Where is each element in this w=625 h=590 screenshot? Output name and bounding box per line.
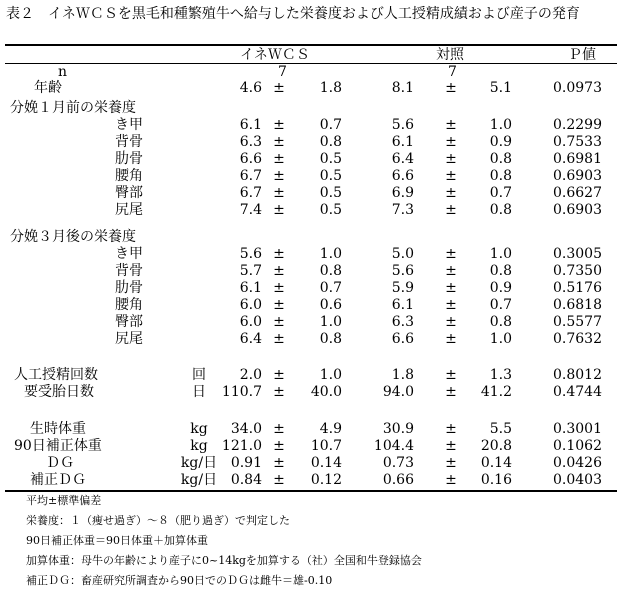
- cell-m1: 0.91: [230, 455, 262, 471]
- row-label: 分娩３月後の栄養度: [10, 229, 136, 245]
- cell-m1: 6.1: [239, 117, 262, 133]
- cell-pm2: ±: [445, 117, 457, 133]
- cell-s2: 1.3: [489, 367, 512, 383]
- cell-pm2: ±: [445, 185, 457, 201]
- cell-m2: 0.66: [382, 472, 414, 488]
- cell-s2: 5.5: [489, 421, 512, 437]
- row-label: 補正ＤＧ: [30, 472, 86, 488]
- cell-s1: 0.5: [319, 151, 342, 167]
- footnote: 栄養度：１（痩せ過ぎ）～８（肥り過ぎ）で判定した: [26, 514, 290, 527]
- row-label: 尻尾: [115, 202, 143, 218]
- cell-p: 0.5176: [553, 280, 602, 296]
- cell-m1: 5.6: [239, 246, 262, 262]
- cell-pm2: ±: [445, 80, 457, 96]
- row-label: き甲: [115, 246, 143, 262]
- cell-s2: 0.7: [489, 185, 512, 201]
- cell-pm1: ±: [273, 280, 285, 296]
- cell-s1: 0.8: [319, 263, 342, 279]
- cell-s1: 1.0: [319, 246, 342, 262]
- row-label: 腰角: [115, 168, 143, 184]
- cell-s1: 40.0: [310, 384, 342, 400]
- cell-pm1: ±: [273, 117, 285, 133]
- cell-s1: 10.7: [310, 438, 342, 454]
- cell-unit: 回: [192, 367, 206, 383]
- cell-unit: 日: [192, 384, 206, 400]
- footnote: 加算体重：母牛の年齢により産子に0~14kgを加算する（社）全国和牛登録協会: [26, 554, 422, 567]
- cell-s2: 0.8: [489, 202, 512, 218]
- cell-pm2: ±: [445, 280, 457, 296]
- footnote: 補正ＤＧ：畜産研究所調査から90日でのＤＧは雌牛＝雄-0.10: [26, 574, 333, 587]
- cell-s2: 41.2: [480, 384, 512, 400]
- cell-pm1: ±: [273, 384, 285, 400]
- cell-p: 0.6981: [553, 151, 602, 167]
- header-group1: イネＷＣＳ: [240, 47, 310, 63]
- cell-p: 0.1062: [553, 438, 602, 454]
- cell-pm2: ±: [445, 202, 457, 218]
- cell-m2: 6.1: [391, 297, 414, 313]
- bottom-rule: [5, 490, 617, 492]
- cell-p: 0.0426: [553, 455, 602, 471]
- cell-s1: 1.0: [319, 367, 342, 383]
- cell-m2: 6.1: [391, 134, 414, 150]
- cell-m1: 6.3: [239, 134, 262, 150]
- row-label: ＤＧ: [46, 455, 74, 471]
- footnote: 平均±標準偏差: [26, 494, 102, 507]
- cell-s1: 0.8: [319, 331, 342, 347]
- cell-m2: 6.4: [391, 151, 414, 167]
- row-label: 90日補正体重: [14, 438, 102, 454]
- cell-pm2: ±: [445, 384, 457, 400]
- cell-m1: 34.0: [230, 421, 262, 437]
- cell-m1: 110.7: [221, 384, 262, 400]
- cell-m1: 6.4: [239, 331, 262, 347]
- cell-m1: 2.0: [239, 367, 262, 383]
- cell-s1: 0.7: [319, 280, 342, 296]
- cell-s2: 0.16: [480, 472, 512, 488]
- cell-pm1: ±: [273, 472, 285, 488]
- row-label: 臀部: [115, 185, 143, 201]
- cell-m1: 6.0: [239, 314, 262, 330]
- cell-m2: 7.3: [391, 202, 414, 218]
- row-label: 人工授精回数: [14, 367, 98, 383]
- row-label: 背骨: [115, 134, 143, 150]
- cell-m2: 6.6: [391, 168, 414, 184]
- cell-pm2: ±: [445, 263, 457, 279]
- cell-p: 0.7350: [553, 263, 602, 279]
- cell-s1: 0.7: [319, 117, 342, 133]
- cell-p: 0.7533: [553, 134, 602, 150]
- cell-s1: 1.8: [319, 80, 342, 96]
- cell-unit: kg: [190, 421, 208, 437]
- cell-s1: 0.5: [319, 202, 342, 218]
- cell-s2: 20.8: [480, 438, 512, 454]
- cell-unit: kg: [190, 438, 208, 454]
- row-label: 腰角: [115, 297, 143, 313]
- cell-p: 0.3001: [553, 421, 602, 437]
- cell-m1: 7.4: [239, 202, 262, 218]
- row-label: 要受胎日数: [24, 384, 94, 400]
- n-group2: 7: [448, 64, 457, 80]
- cell-pm2: ±: [445, 455, 457, 471]
- cell-pm1: ±: [273, 297, 285, 313]
- cell-p: 0.6627: [553, 185, 602, 201]
- cell-p: 0.0403: [553, 472, 602, 488]
- cell-s2: 0.8: [489, 263, 512, 279]
- cell-m2: 6.9: [391, 185, 414, 201]
- cell-m2: 5.6: [391, 263, 414, 279]
- row-label: 肋骨: [115, 280, 143, 296]
- cell-pm2: ±: [445, 314, 457, 330]
- cell-m1: 6.0: [239, 297, 262, 313]
- cell-s1: 0.5: [319, 185, 342, 201]
- cell-s2: 5.1: [489, 80, 512, 96]
- cell-s1: 0.6: [319, 297, 342, 313]
- cell-s2: 0.14: [480, 455, 512, 471]
- cell-p: 0.4744: [553, 384, 602, 400]
- cell-m2: 1.8: [391, 367, 414, 383]
- cell-pm1: ±: [273, 151, 285, 167]
- cell-m1: 6.6: [239, 151, 262, 167]
- cell-m1: 6.7: [239, 185, 262, 201]
- cell-s2: 1.0: [489, 331, 512, 347]
- cell-m2: 6.6: [391, 331, 414, 347]
- cell-m1: 5.7: [239, 263, 262, 279]
- cell-p: 0.7632: [553, 331, 602, 347]
- row-label: 年齢: [34, 80, 62, 96]
- cell-m2: 104.4: [373, 438, 414, 454]
- cell-s1: 0.14: [310, 455, 342, 471]
- cell-m1: 6.1: [239, 280, 262, 296]
- cell-pm2: ±: [445, 472, 457, 488]
- cell-p: 0.6903: [553, 202, 602, 218]
- n-label: n: [58, 64, 68, 80]
- cell-m2: 6.3: [391, 314, 414, 330]
- cell-p: 0.2299: [553, 117, 602, 133]
- cell-s1: 1.0: [319, 314, 342, 330]
- cell-m2: 30.9: [382, 421, 414, 437]
- cell-p: 0.0973: [553, 80, 602, 96]
- cell-pm2: ±: [445, 438, 457, 454]
- cell-p: 0.3005: [553, 246, 602, 262]
- cell-m1: 6.7: [239, 168, 262, 184]
- top-rule: [5, 44, 617, 46]
- cell-s1: 4.9: [319, 421, 342, 437]
- cell-m2: 5.0: [391, 246, 414, 262]
- cell-pm2: ±: [445, 151, 457, 167]
- cell-s2: 0.8: [489, 168, 512, 184]
- cell-pm1: ±: [273, 438, 285, 454]
- cell-pm2: ±: [445, 134, 457, 150]
- cell-pm1: ±: [273, 246, 285, 262]
- cell-pm2: ±: [445, 246, 457, 262]
- cell-pm2: ±: [445, 331, 457, 347]
- cell-p: 0.6903: [553, 168, 602, 184]
- cell-s2: 0.9: [489, 280, 512, 296]
- cell-pm1: ±: [273, 314, 285, 330]
- row-label: 臀部: [115, 314, 143, 330]
- row-label: 分娩１月前の栄養度: [10, 100, 136, 116]
- cell-pm1: ±: [273, 202, 285, 218]
- cell-m2: 5.9: [391, 280, 414, 296]
- cell-pm1: ±: [273, 331, 285, 347]
- cell-pm2: ±: [445, 367, 457, 383]
- header-group2: 対照: [436, 47, 464, 63]
- cell-pm1: ±: [273, 421, 285, 437]
- cell-s2: 0.8: [489, 314, 512, 330]
- footnote: 90日補正体重＝90日体重＋加算体重: [26, 534, 208, 547]
- cell-pm2: ±: [445, 421, 457, 437]
- row-label: き甲: [115, 117, 143, 133]
- row-label: 尻尾: [115, 331, 143, 347]
- n-group1: 7: [278, 64, 287, 80]
- cell-m1: 0.84: [230, 472, 262, 488]
- cell-pm1: ±: [273, 367, 285, 383]
- cell-p: 0.6818: [553, 297, 602, 313]
- cell-pm1: ±: [273, 168, 285, 184]
- cell-m1: 4.6: [239, 80, 262, 96]
- cell-m1: 121.0: [221, 438, 262, 454]
- table-title: 表２ イネＷＣＳを黒毛和種繁殖牛へ給与した栄養度および人工授精成績および産子の発育: [6, 6, 580, 22]
- cell-pm1: ±: [273, 263, 285, 279]
- cell-m2: 8.1: [391, 80, 414, 96]
- row-label: 生時体重: [30, 421, 86, 437]
- cell-s1: 0.12: [310, 472, 342, 488]
- cell-s2: 1.0: [489, 117, 512, 133]
- row-label: 背骨: [115, 263, 143, 279]
- cell-m2: 0.73: [382, 455, 414, 471]
- cell-pm2: ±: [445, 297, 457, 313]
- cell-m2: 94.0: [382, 384, 414, 400]
- cell-s1: 0.8: [319, 134, 342, 150]
- cell-unit: kg/日: [180, 455, 218, 471]
- cell-unit: kg/日: [180, 472, 218, 488]
- cell-pm1: ±: [273, 80, 285, 96]
- cell-p: 0.5577: [553, 314, 602, 330]
- cell-s1: 0.5: [319, 168, 342, 184]
- cell-s2: 1.0: [489, 246, 512, 262]
- cell-s2: 0.9: [489, 134, 512, 150]
- cell-p: 0.8012: [553, 367, 602, 383]
- cell-s2: 0.8: [489, 151, 512, 167]
- row-label: 肋骨: [115, 151, 143, 167]
- cell-s2: 0.7: [489, 297, 512, 313]
- cell-pm1: ±: [273, 455, 285, 471]
- cell-m2: 5.6: [391, 117, 414, 133]
- cell-pm1: ±: [273, 134, 285, 150]
- header-rule: [5, 63, 617, 64]
- header-pvalue: Ｐ値: [568, 47, 596, 63]
- cell-pm2: ±: [445, 168, 457, 184]
- cell-pm1: ±: [273, 185, 285, 201]
